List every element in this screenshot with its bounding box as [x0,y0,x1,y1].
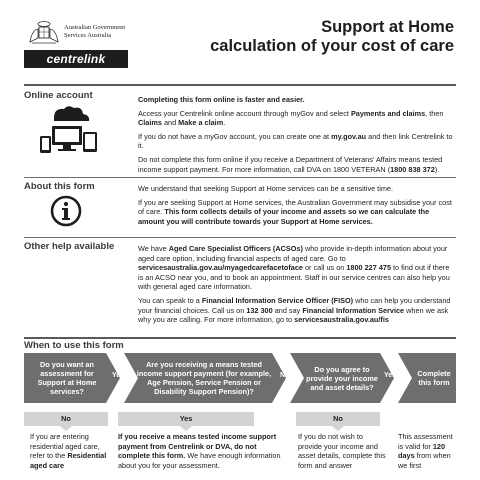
yes-label: Yes [112,372,125,379]
no-label: No [280,372,290,379]
other-help-heading: Other help available [24,241,115,252]
arrow-down-icon [332,426,344,431]
arrow-down-icon [180,426,192,431]
outcome-text-2: If you receive a means tested income support payment from Centrelink or DVA, do not complete this form. We have enough information about you for your assessment. [118,432,281,470]
flow-step-3: Do you agree to provide your income and asset details? [306,364,378,392]
centrelink-logo: centrelink [24,50,128,68]
info-icon [50,195,82,227]
outcome-label-1: No [24,412,108,426]
about-heading: About this form [24,181,95,192]
about-p1: We understand that seeking Support at Home services can be a sensitive time. [138,184,393,193]
government-wordmark [64,24,125,40]
about-body [138,184,456,230]
divider [24,84,456,86]
page-header [0,0,480,80]
flow-step-4: Complete this form [417,369,451,387]
online-account-p2: If you do not have a myGov account, you can create one at my.gov.au and then link Centrelink to it. [138,131,453,151]
outcome-text-1: If you are entering residential aged care, refer to the Residential aged care [30,432,107,470]
outcome-text-3: If you do not wish to provide your income and asset details, complete this form and answer [298,432,386,470]
mygov-link[interactable]: my.gov.au [331,131,367,141]
online-account-body [138,95,456,178]
gov-line-1: Australian Government [64,24,126,31]
outcome-label-3: No [296,412,380,426]
title-line-1: Support at Home [321,18,454,36]
acso-link[interactable]: servicesaustralia.gov.au/myagedcarefacetoface [138,263,303,273]
divider [24,337,456,339]
other-help-body [138,244,456,329]
divider [24,237,456,238]
online-account-lead: Completing this form online is faster and easier. [138,95,305,104]
devices-icon [36,104,100,156]
divider [24,177,456,178]
flow-title: When to use this form [24,340,124,351]
flow-step-1: Do you want an assessment for Support at Home services? [37,360,97,396]
flow-step-2: Are you receiving a means tested income support payment (for example, Age Pension, Service Pension or Disability Support Pension)? [136,360,272,396]
yes-label: Yes [384,372,397,379]
outcome-label-2: Yes [118,412,254,426]
decision-flow [24,353,456,403]
online-account-p1: Access your Centrelink online account through myGov and select Payments and claims, then Claims and Make a claim. [138,108,444,128]
page-title [204,18,454,56]
other-help-p1: We have Aged Care Specialist Officers (ACSOs) who provide in-depth information about your aged care option, including financial aspects of aged care. Go to servicesaustralia.gov.au/myagedcarefacetoface or call us on 1800 227 475 to find out if there is an ACSO near you, and to book an appointment. Staff in our service centres can also help you with general aged care information. [138,244,450,292]
gov-line-2: Services Australia [64,32,112,39]
online-account-heading: Online account [24,90,93,101]
fis-link[interactable]: servicesaustralia.gov.au/fis [294,315,389,325]
title-line-2: calculation of your cost of care [210,37,454,55]
online-account-p3: Do not complete this form online if you receive a Department of Veterans' Affairs means tested income support payment. For more information, call DVA on 1800 VETERAN (1800 838 372). [138,154,443,174]
coat-of-arms-logo [26,20,62,46]
about-p2: If you are seeking Support at Home services, the Australian Government may subsidise your cost of care. This form collects details of your income and assets so we can calculate the amount you will contribute towards your Support at Home services. [138,197,452,226]
arrow-down-icon [60,426,72,431]
outcome-text-4: This assessment is valid for 120 days from when we first [398,432,453,470]
other-help-p2: You can speak to a Financial Information Service Officer (FISO) who can help you understand your financial choices. Call us on 132 300 and say Financial Information Service when we ask why you are calling. For more information, go to servicesaustralia.gov.au/fis [138,295,451,325]
